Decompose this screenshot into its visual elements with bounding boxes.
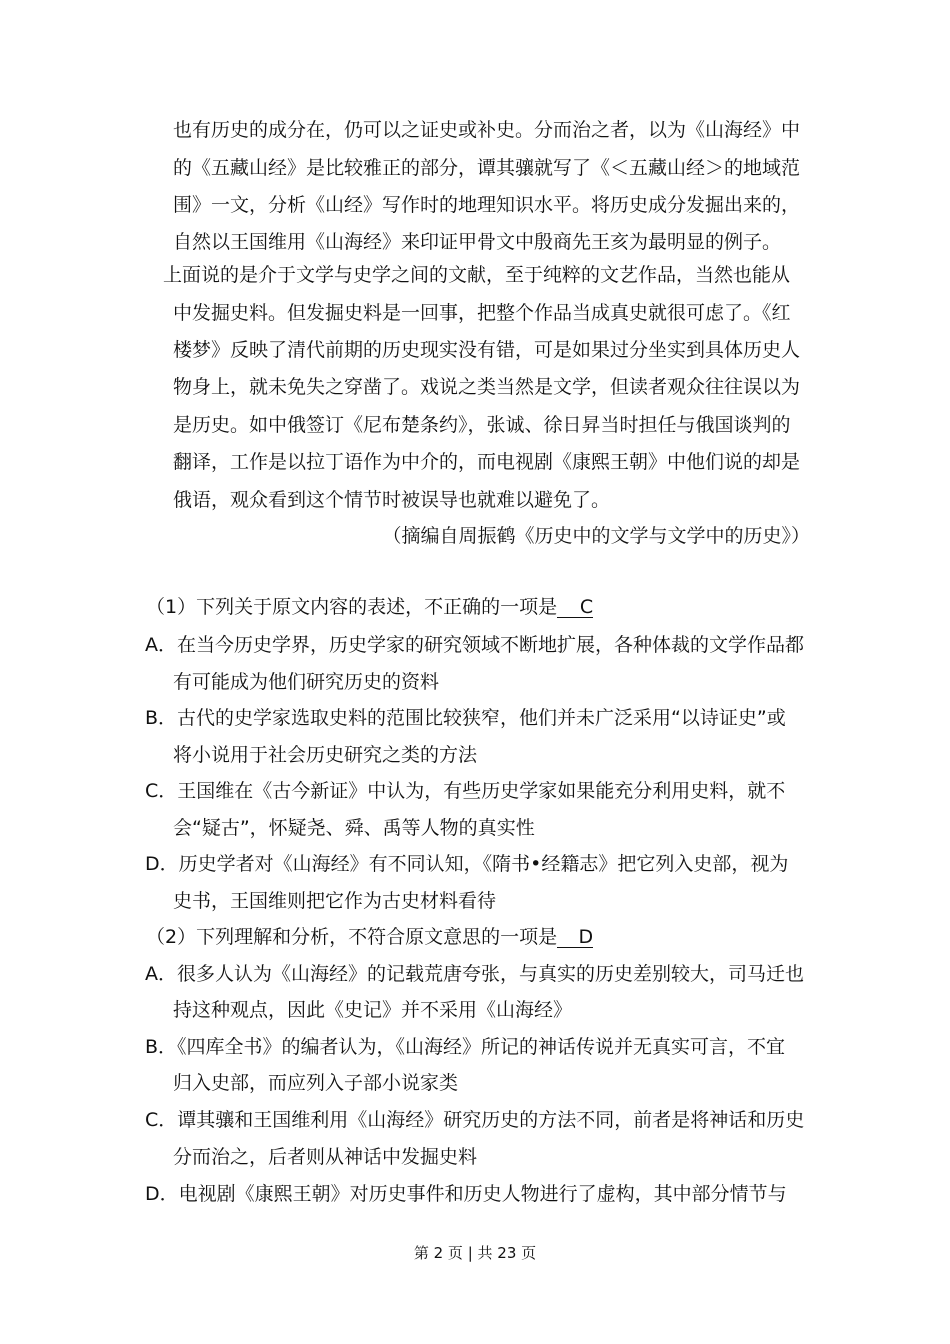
option-text: 历史学者对《山海经》有不同认知，《隋书•经籍志》把它列入史部，视为 [178, 853, 789, 875]
option-text-cont: 分而治之，后者则从神话中发掘史料 [173, 1146, 478, 1168]
option-text-cont: 有可能成为他们研究历史的资料 [173, 671, 440, 693]
option-b [145, 706, 786, 730]
passage-line: 楼梦》反映了清代前期的历史现实没有错，可是如果过分坐实到具体历史人 [173, 339, 801, 361]
option-text-cont: 会“疑古”，怀疑尧、舜、禹等人物的真实性 [173, 817, 535, 839]
option-letter: A． [145, 963, 177, 985]
passage-line: 中发掘史料。但发掘史料是一回事，把整个作品当成真史就很可虑了。《红 [173, 302, 791, 324]
answer-blank: D [557, 927, 593, 948]
page-footer: 第 2 页 | 共 23 页 [413, 1244, 537, 1262]
option-c [145, 779, 785, 803]
option-letter: C． [145, 780, 178, 802]
option-text-cont: 归入史部，而应列入子部小说家类 [173, 1072, 459, 1094]
passage-line: 也有历史的成分在，仍可以之证史或补史。分而治之者，以为《山海经》中 [173, 119, 801, 141]
option-text-cont: 史书，王国维则把它作为古史材料看待 [173, 890, 497, 912]
option-text: 《四库全书》的编者认为，《山海经》所记的神话传说并无真实可言，不宜 [177, 1036, 786, 1058]
option-text-cont: 持这种观点，因此《史记》并不采用《山海经》 [173, 999, 573, 1021]
option-text: 电视剧《康熙王朝》对历史事件和历史人物进行了虚构，其中部分情节与 [178, 1183, 787, 1205]
option-a [145, 962, 804, 986]
question-stem [146, 595, 593, 619]
stem-text: （1）下列关于原文内容的表述，不正确的一项是 [146, 596, 558, 618]
option-text: 谭其骧和王国维利用《山海经》研究历史的方法不同，前者是将神话和历史 [177, 1109, 805, 1131]
passage-line: 物身上，就未免失之穿凿了。戏说之类当然是文学，但读者观众往往误以为 [173, 376, 801, 398]
option-d [145, 1182, 787, 1206]
option-text: 在当今历史学界，历史学家的研究领域不断地扩展，各种体裁的文学作品都 [177, 634, 805, 656]
passage-line: 是历史。如中俄签订《尼布楚条约》，张诚、徐日昇当时担任与俄国谈判的 [173, 414, 791, 436]
option-text-cont: 将小说用于社会历史研究之类的方法 [173, 744, 478, 766]
option-letter: B． [145, 1036, 178, 1058]
option-letter: C． [145, 1109, 178, 1131]
stem-text: （2）下列理解和分析，不符合原文意思的一项是 [146, 926, 558, 948]
passage-line: 上面说的是介于文学与史学之间的文献，至于纯粹的文艺作品，当然也能从 [163, 264, 791, 286]
option-c [145, 1108, 804, 1132]
answer-blank: C [557, 597, 593, 618]
option-text: 王国维在《古今新证》中认为，有些历史学家如果能充分利用史料，就不 [177, 780, 786, 802]
passage-source: （摘编自周振鹤《历史中的文学与文学中的历史》） [382, 525, 810, 547]
option-text: 很多人认为《山海经》的记载荒唐夸张，与真实的历史差别较大，司马迁也 [177, 963, 805, 985]
option-text: 古代的史学家选取史料的范围比较狭窄，他们并未广泛采用“以诗证史”或 [177, 707, 786, 729]
option-b [145, 1035, 785, 1059]
option-a [145, 633, 804, 657]
option-letter: D． [145, 853, 179, 875]
question-stem [146, 925, 593, 949]
option-letter: B． [145, 707, 178, 729]
option-d [145, 852, 788, 876]
passage-line: 翻译，工作是以拉丁语作为中介的，而电视剧《康熙王朝》中他们说的却是 [173, 451, 801, 473]
option-letter: D． [145, 1183, 179, 1205]
option-letter: A． [145, 634, 177, 656]
passage-line: 自然以王国维用《山海经》来印证甲骨文中殷商先王亥为最明显的例子。 [173, 231, 782, 253]
passage-line: 围》一文，分析《山经》写作时的地理知识水平。将历史成分发掘出来的， [173, 194, 801, 216]
passage-line: 俄语，观众看到这个情节时被误导也就难以避免了。 [173, 489, 611, 511]
passage-line: 的《五藏山经》是比较雅正的部分，谭其骧就写了《＜五藏山经＞的地域范 [173, 157, 801, 179]
